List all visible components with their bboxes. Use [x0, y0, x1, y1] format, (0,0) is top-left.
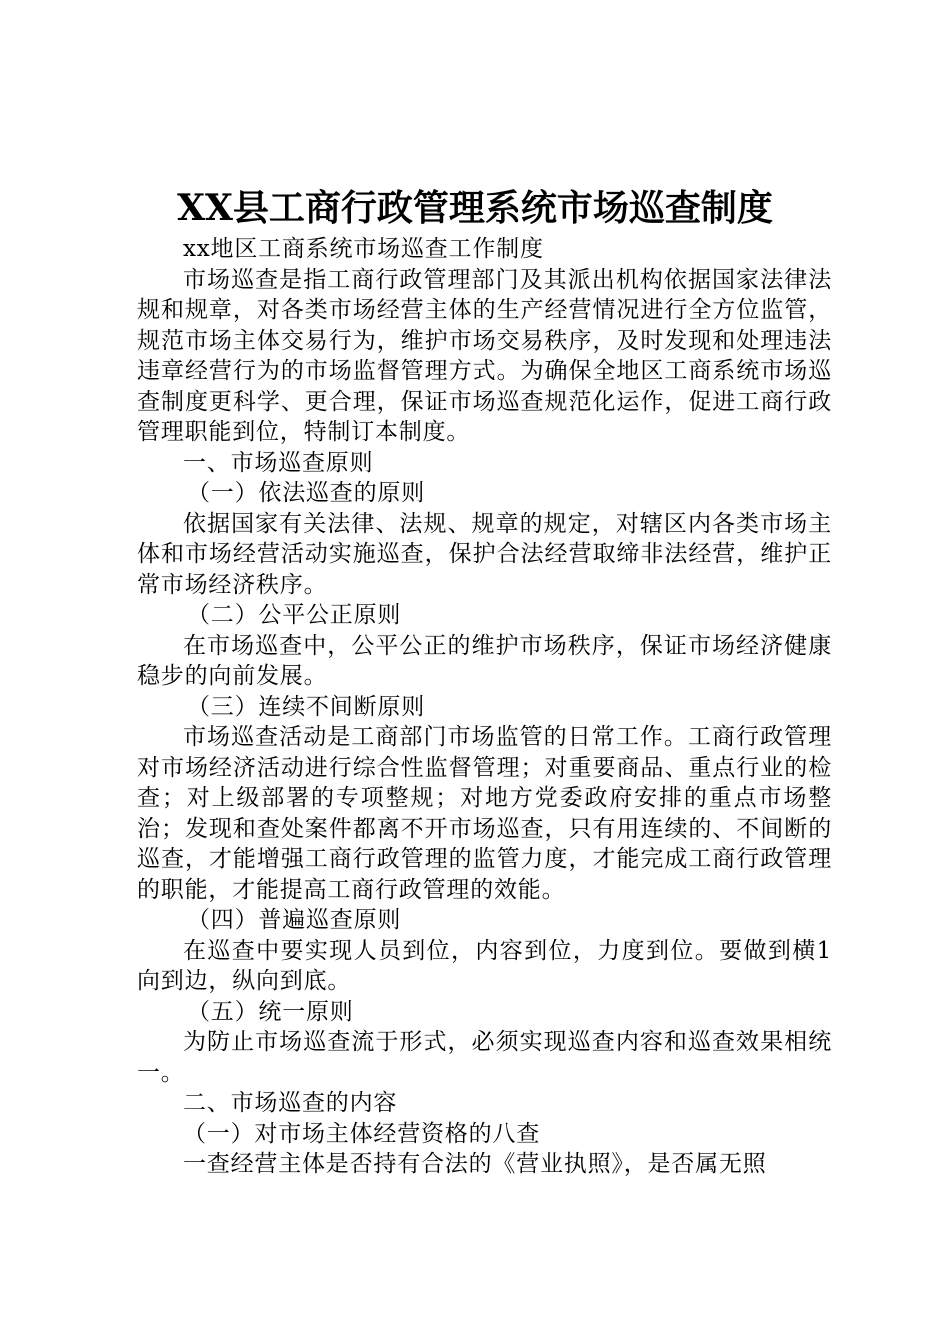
subtitle-paragraph: xx地区工商系统市场巡查工作制度: [183, 236, 544, 262]
intro-paragraph: 市场巡查是指工商行政管理部门及其派出机构依据国家法律法规和规章，对各类市场经营主体的生产经营情况进行全方位监管，规范市场主体交易行为，维护市场交易秩序，及时发现和处理违法违章经营行为的市场监督管理方式。为确保全地区工商系统市场巡查制度更科学、更合理，保证市场巡查规范化运作，促进工商行政管理职能到位，特制订本制度。: [137, 266, 832, 445]
paragraph-1-4: 在巡查中要实现人员到位，内容到位，力度到位。要做到横1向到边，纵向到底。: [137, 937, 832, 994]
subheading-2-1: （一）对市场主体经营资格的八查: [183, 1120, 540, 1147]
section-heading-1: 一、市场巡查原则: [183, 449, 374, 476]
section-heading-2: 二、市场巡查的内容: [183, 1090, 398, 1116]
subheading-1-2: （二）公平公正原则: [187, 602, 402, 628]
document-title: XX县工商行政管理系统市场巡查制度: [177, 187, 773, 229]
subheading-1-3: （三）连续不间断原则: [187, 693, 425, 720]
subheading-1-5: （五）统一原则: [187, 998, 354, 1025]
paragraph-1-2: 在市场巡查中，公平公正的维护市场秩序，保证市场经济健康稳步的向前发展。: [137, 632, 832, 689]
paragraph-1-3: 市场巡查活动是工商部门市场监管的日常工作。工商行政管理对市场经济活动进行综合性监督管理；对重要商品、重点行业的检查；对上级部署的专项整规；对地方党委政府安排的重点市场整治；发现和查处案件都离不开市场巡查，只有用连续的、不间断的巡查，才能增强工商行政管理的监管力度，才能完成工商行政管理的职能，才能提高工商行政管理的效能。: [137, 724, 832, 903]
subheading-1-4: （四）普遍巡查原则: [187, 907, 402, 933]
subheading-1-1: （一）依法巡查的原则: [187, 480, 425, 506]
paragraph-2-1: 一查经营主体是否持有合法的《营业执照》，是否属无照: [183, 1151, 767, 1177]
paragraph-1-1: 依据国家有关法律、法规、规章的规定，对辖区内各类市场主体和市场经营活动实施巡查，保护合法经营取缔非法经营，维护正常市场经济秩序。: [137, 510, 832, 598]
document-body: [137, 234, 832, 1180]
paragraph-1-5: 为防止市场巡查流于形式，必须实现巡查内容和巡查效果相统一。: [137, 1029, 832, 1086]
